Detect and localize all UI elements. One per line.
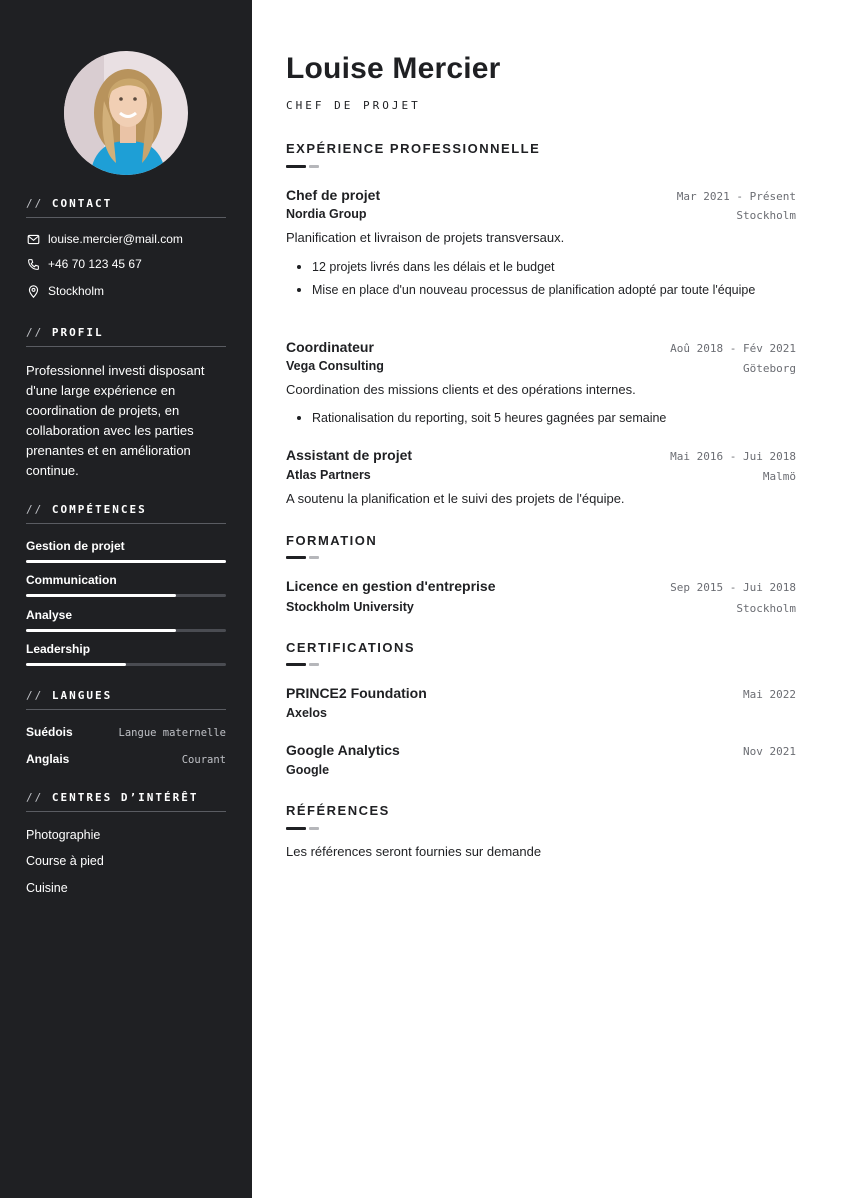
- certifications-heading: CERTIFICATIONS: [286, 640, 416, 655]
- certification-date: Nov 2021: [743, 745, 796, 758]
- bullet-item: 12 projets livrés dans les délais et le budget: [312, 258, 782, 277]
- experience-location: Malmö: [762, 470, 796, 483]
- experience-title: Assistant de projet: [286, 447, 413, 463]
- skill-bar-track: [26, 594, 226, 597]
- contact-heading: [26, 197, 226, 218]
- candidate-name: Louise Mercier: [286, 52, 501, 85]
- location-pin-icon: [26, 284, 40, 298]
- interest-item: Photographie: [26, 828, 101, 842]
- profile-photo: [64, 51, 188, 175]
- profile-heading: [26, 326, 226, 347]
- references-heading: RÉFÉRENCES: [286, 803, 390, 818]
- language-level: Courant: [181, 754, 226, 766]
- section-divider: [286, 556, 320, 559]
- skill-bar-track: [26, 629, 226, 632]
- languages-heading: [26, 689, 226, 710]
- skill-bar-track: [26, 560, 226, 563]
- section-divider: [286, 827, 320, 830]
- experience-description: A soutenu la planification et le suivi des projets de l'équipe.: [286, 491, 625, 506]
- education-location: Stockholm: [736, 602, 796, 615]
- experience-title: Chef de projet: [286, 187, 381, 203]
- experience-company: Atlas Partners: [286, 468, 371, 482]
- education-heading: FORMATION: [286, 533, 378, 548]
- experience-company: Nordia Group: [286, 207, 367, 221]
- education-school: Stockholm University: [286, 600, 414, 614]
- experience-location: Göteborg: [743, 362, 796, 375]
- profile-summary: Professionnel investi disposant d'une large expérience en coordination de projets, en collaboration avec les parties prenantes et en amélioration continue.: [26, 363, 205, 478]
- skill-bar-fill: [26, 629, 176, 632]
- profile-heading-label: PROFIL: [51, 326, 104, 339]
- mail-icon: [26, 232, 40, 246]
- certification-date: Mai 2022: [743, 688, 796, 701]
- language-level: Langue maternelle: [118, 727, 226, 739]
- section-divider: [286, 663, 320, 666]
- skill-label: Gestion de projet: [26, 539, 125, 553]
- phone-icon: [26, 257, 40, 271]
- certification-title: Google Analytics: [286, 742, 400, 758]
- sidebar: [0, 0, 252, 1198]
- skill-label: Analyse: [26, 608, 73, 622]
- language-name: Anglais: [26, 752, 70, 766]
- skill-item: [26, 608, 226, 632]
- experience-description: Planification et livraison de projets transversaux.: [286, 230, 565, 245]
- experience-description: Coordination des missions clients et des opérations internes.: [286, 382, 636, 397]
- skill-bar-track: [26, 663, 226, 666]
- heading-prefix: //: [26, 503, 44, 516]
- contact-heading-label: CONTACT: [51, 197, 113, 210]
- skill-item: [26, 642, 226, 666]
- skill-bar-fill: [26, 594, 176, 597]
- language-name: Suédois: [26, 725, 73, 739]
- heading-prefix: //: [26, 791, 44, 804]
- skills-heading: [26, 503, 226, 524]
- experience-title: Coordinateur: [286, 339, 374, 355]
- skill-bar-fill: [26, 663, 126, 666]
- skill-bar-fill: [26, 560, 226, 563]
- interests-heading-label: CENTRES D’INTÉRÊT: [51, 791, 199, 804]
- section-divider: [286, 165, 320, 168]
- education-dates: Sep 2015 - Jui 2018: [670, 581, 796, 594]
- skills-heading-label: COMPÉTENCES: [51, 503, 147, 516]
- heading-prefix: //: [26, 689, 44, 702]
- contact-phone-row: [26, 256, 142, 272]
- contact-location-row: [26, 283, 104, 299]
- contact-email[interactable]: louise.mercier@mail.com: [48, 232, 183, 246]
- interest-item: Cuisine: [26, 881, 68, 895]
- skill-item: [26, 573, 226, 597]
- experience-dates: Mai 2016 - Jui 2018: [670, 450, 796, 463]
- experience-dates: Aoû 2018 - Fév 2021: [670, 342, 796, 355]
- skill-label: Leadership: [26, 642, 91, 656]
- profile-photo-image: [64, 51, 188, 175]
- contact-email-row: [26, 231, 183, 247]
- skill-label: Communication: [26, 573, 117, 587]
- contact-location: Stockholm: [48, 284, 105, 298]
- language-row: [26, 752, 226, 766]
- languages-heading-label: LANGUES: [51, 689, 113, 702]
- language-row: [26, 725, 226, 739]
- job-title: CHEF DE PROJET: [286, 99, 421, 112]
- bullet-item: Rationalisation du reporting, soit 5 heures gagnées par semaine: [312, 409, 782, 428]
- interest-item: Course à pied: [26, 854, 104, 868]
- certification-issuer: Google: [286, 763, 330, 777]
- experience-company: Vega Consulting: [286, 359, 384, 373]
- references-text: Les références seront fournies sur demande: [286, 844, 542, 859]
- experience-bullets: [312, 258, 782, 304]
- education-degree: Licence en gestion d'entreprise: [286, 578, 496, 594]
- bullet-item: Mise en place d'un nouveau processus de planification adopté par toute l'équipe: [312, 281, 782, 300]
- certification-issuer: Axelos: [286, 706, 327, 720]
- skill-item: [26, 539, 226, 563]
- experience-location: Stockholm: [736, 209, 796, 222]
- heading-prefix: //: [26, 197, 44, 210]
- experience-dates: Mar 2021 - Présent: [676, 190, 796, 203]
- heading-prefix: //: [26, 326, 44, 339]
- experience-bullets: [312, 409, 782, 432]
- experience-heading: EXPÉRIENCE PROFESSIONNELLE: [286, 141, 541, 156]
- contact-phone[interactable]: +46 70 123 45 67: [48, 257, 142, 271]
- interests-heading: [26, 791, 226, 812]
- certification-title: PRINCE2 Foundation: [286, 685, 427, 701]
